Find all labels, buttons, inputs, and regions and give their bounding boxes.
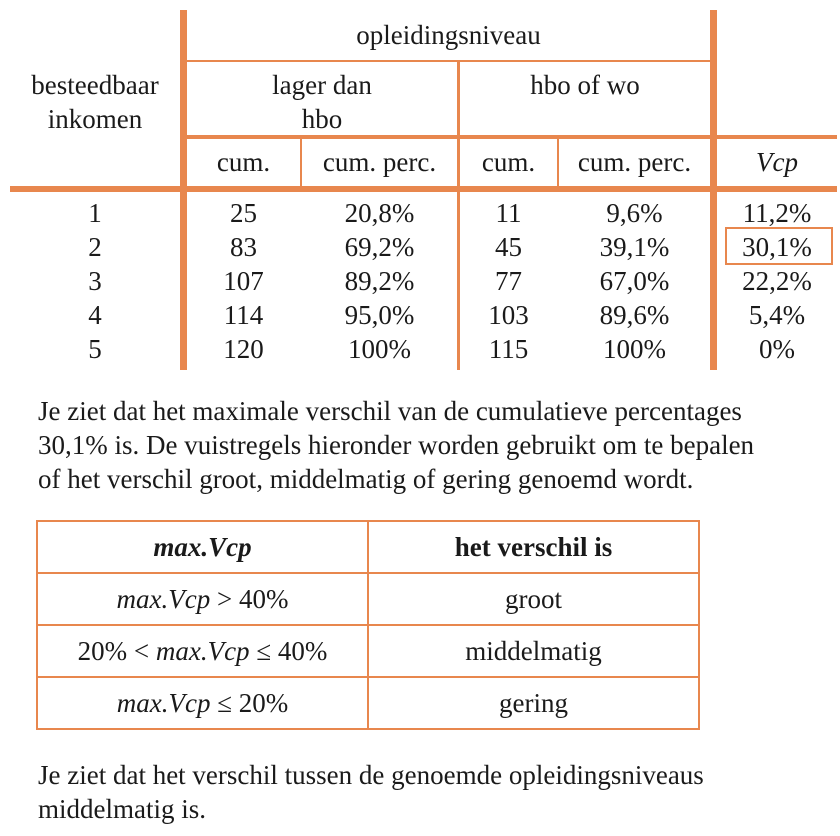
cell-vcp-max: 30,1% [742, 232, 812, 262]
cell-cumperc-2: 9,6% [606, 198, 663, 228]
sub-header-cumperc-1: cum. perc. [322, 147, 437, 177]
divider-header-bottom [10, 186, 837, 192]
cond-suffix: > 40% [210, 583, 289, 614]
cell-income: 3 [88, 266, 102, 296]
table-header-row [37, 521, 699, 573]
group-lager-dan-hbo [187, 68, 457, 136]
cell-cum-1: 120 [223, 334, 264, 364]
cond-suffix: ≤ 40% [249, 635, 328, 666]
sub-header-cumperc-2: cum. perc. [577, 147, 692, 177]
paragraph-line: Je ziet dat het maximale verschil van de cumulatieve percentages [38, 396, 742, 426]
result-cell: groot [368, 573, 699, 625]
cell-income: 4 [88, 300, 102, 330]
result-cell: middelmatig [368, 625, 699, 677]
row-header-line1: besteedbaar [31, 70, 159, 100]
group1-line1: lager dan [272, 70, 372, 100]
cond-var: max.Vcp [116, 583, 211, 614]
table-row [37, 677, 699, 729]
cell-cumperc-1: 89,2% [344, 266, 415, 296]
paragraph-line: Je ziet dat het verschil tussen de genoemde opleidingsniveaus [38, 760, 704, 790]
cell-vcp: 22,2% [742, 266, 812, 296]
cell-income: 5 [88, 334, 102, 364]
cell-income: 1 [88, 198, 102, 228]
max-vcp-highlight-box [725, 227, 833, 265]
cell-cum-1: 107 [223, 266, 264, 296]
paragraph-line: middelmatig is. [38, 794, 206, 824]
row-header-line2: inkomen [47, 104, 143, 134]
table-row [37, 625, 699, 677]
cell-cumperc-1: 100% [348, 334, 411, 364]
cell-cum-2: 45 [495, 232, 522, 262]
cell-cum-2: 103 [488, 300, 529, 330]
cell-cumperc-1: 95,0% [344, 300, 415, 330]
cell-cumperc-2: 89,6% [599, 300, 670, 330]
cell-cumperc-1: 69,2% [344, 232, 415, 262]
conclusion-paragraph [38, 758, 828, 826]
cond-var: max.Vcp [155, 635, 250, 666]
cell-cum-2: 115 [488, 334, 529, 364]
row-header-besteedbaar [10, 68, 180, 136]
cell-vcp: 11,2% [742, 198, 812, 228]
sub-header-vcp: Vcp [756, 147, 798, 177]
cell-cum-1: 25 [230, 198, 257, 228]
cell-vcp: 5,4% [748, 300, 806, 330]
cell-income: 2 [88, 232, 102, 262]
cell-cumperc-2: 100% [603, 334, 666, 364]
condition-cell [37, 677, 368, 729]
result-cell: gering [368, 677, 699, 729]
cell-cum-2: 77 [495, 266, 522, 296]
paragraph-line: of het verschil groot, middelmatig of gering genoemd wordt. [38, 464, 694, 494]
paragraph-line: 30,1% is. De vuistregels hieronder worden gebruikt om te bepalen [38, 430, 755, 460]
sub-header-cum-1: cum. [216, 147, 271, 177]
header-max-vcp: max.Vcp [37, 521, 368, 573]
condition-cell [37, 625, 368, 677]
explanation-paragraph [38, 394, 828, 496]
rules-of-thumb-table [36, 520, 700, 730]
cond-var: max.Vcp [116, 687, 211, 718]
cell-cum-1: 114 [223, 300, 264, 330]
cell-cumperc-2: 39,1% [599, 232, 670, 262]
cell-vcp: 0% [759, 334, 795, 364]
cell-cum-1: 83 [230, 232, 257, 262]
header-verschil: het verschil is [368, 521, 699, 573]
cell-cum-2: 11 [495, 198, 522, 228]
cell-cumperc-1: 20,8% [344, 198, 415, 228]
cell-cumperc-2: 67,0% [599, 266, 670, 296]
group-header: opleidingsniveau [356, 20, 541, 50]
group-hbo-of-wo: hbo of wo [530, 70, 640, 100]
divider-under-group-header [180, 60, 717, 62]
group1-line2: hbo [301, 104, 343, 134]
sub-header-cum-2: cum. [481, 147, 536, 177]
cond-prefix: 20% < [77, 635, 156, 666]
cond-suffix: ≤ 20% [210, 687, 289, 718]
table-row [37, 573, 699, 625]
condition-cell [37, 573, 368, 625]
